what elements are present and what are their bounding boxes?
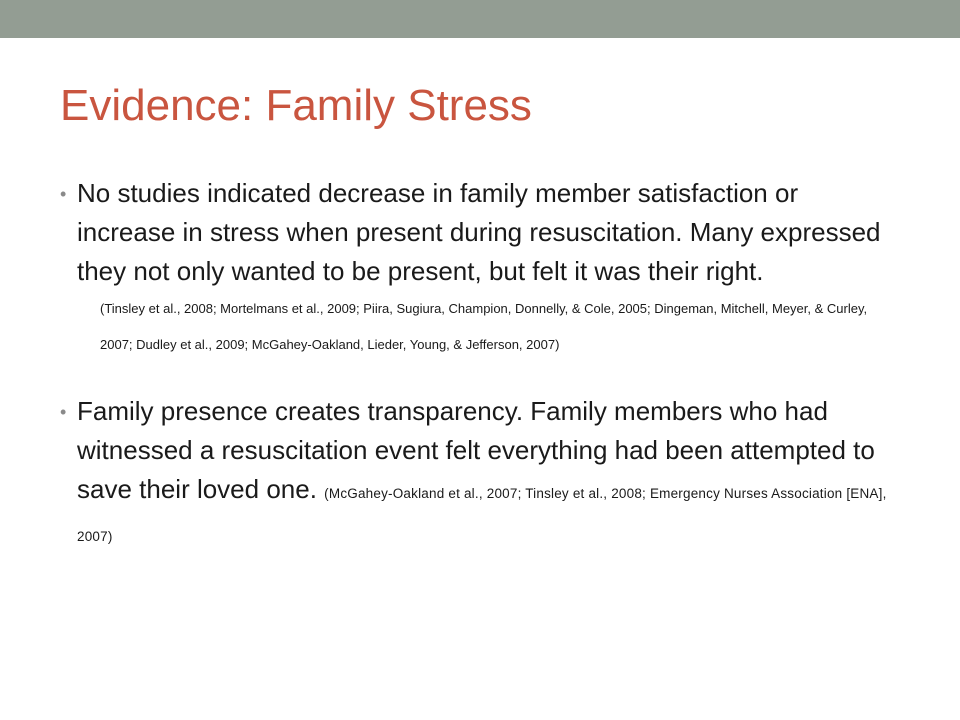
- bullet-citation: (McGahey-Oakland et al., 2007; Tinsley et al., 2008; Emergency Nurses Association [ENA], 2007): [77, 486, 887, 544]
- bullet-text: Family presence creates transparency. Family members who had witnessed a resuscitation event felt everything had been attempted to save their loved one.: [77, 396, 875, 504]
- bullet-marker: •: [60, 184, 67, 204]
- bullet-text: No studies indicated decrease in family member satisfaction or increase in stress when present during resuscitation. Many expressed they not only wanted to be present, but felt it was their right.: [77, 178, 881, 286]
- bullet-text-with-citation: [77, 392, 890, 556]
- top-accent-bar: [0, 0, 960, 38]
- bullet-item: [60, 174, 890, 363]
- bullet-citation: (Tinsley et al., 2008; Mortelmans et al., 2009; Piira, Sugiura, Champion, Donnelly, & Cole, 2005; Dingeman, Mitchell, Meyer, & Curley, 2007; Dudley et al., 2009; McGahey-Oakland, Lieder, Young, & Jefferson, 2007): [100, 301, 868, 352]
- slide-title: Evidence: Family Stress: [60, 81, 532, 130]
- bullet-marker: •: [60, 402, 67, 422]
- bullet-item: [60, 392, 890, 556]
